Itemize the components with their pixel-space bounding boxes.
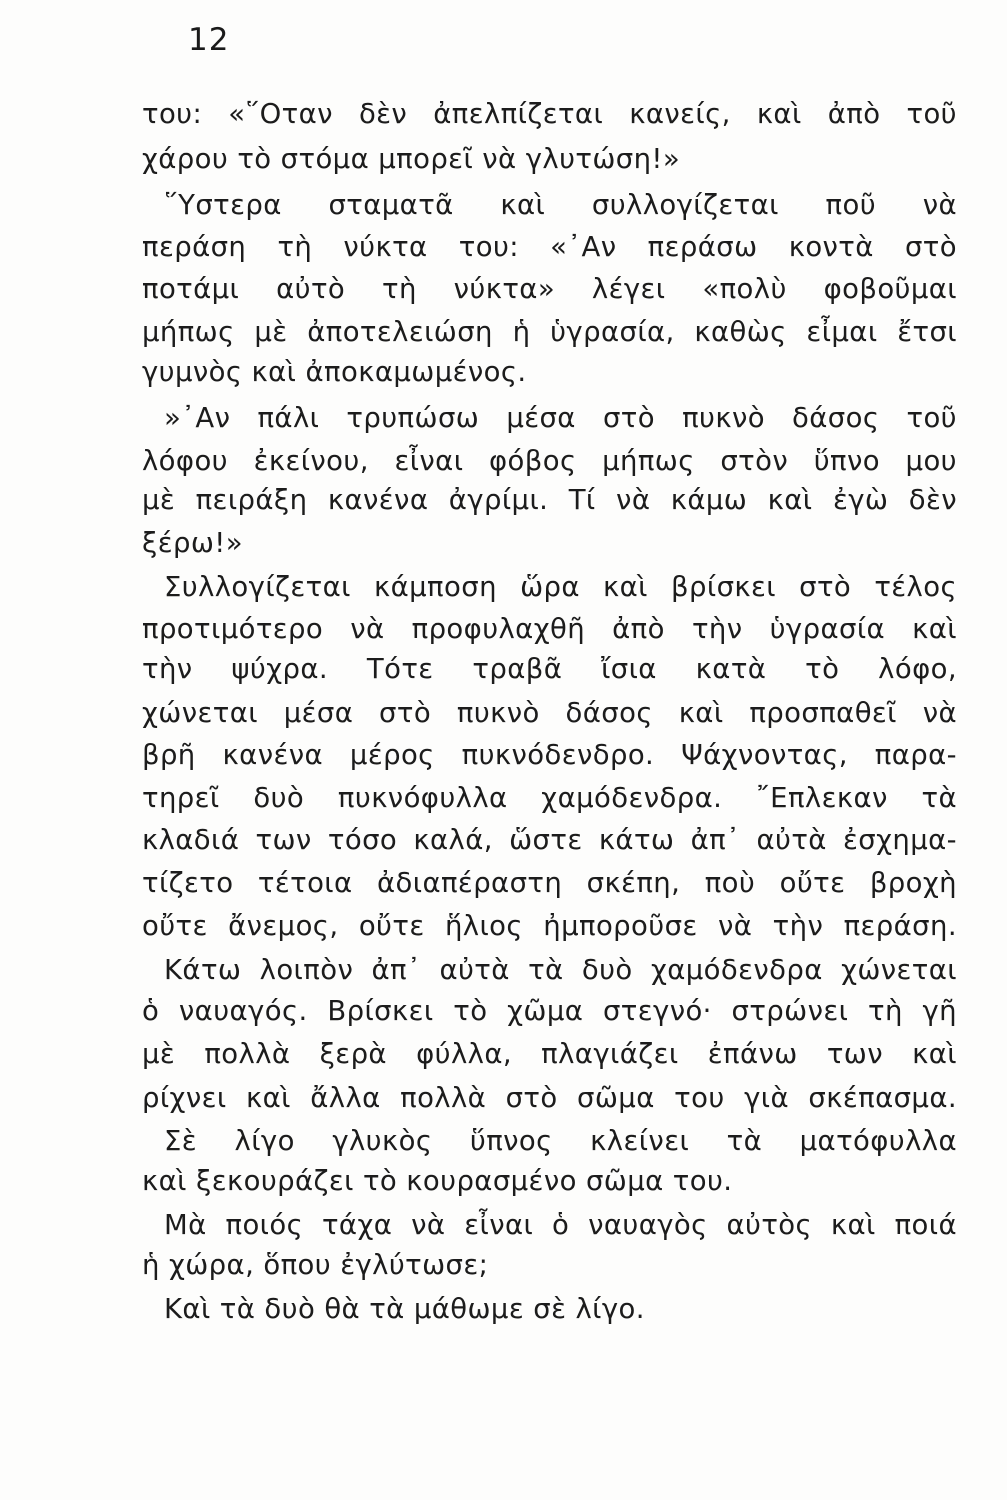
text-line: του: «῞Οταν δὲν ἀπελπίζεται κανείς, καὶ ἀπὸ τοῦ: [142, 98, 957, 130]
text-line: τίζετο τέτοια ἀδιαπέραστη σκέπη, ποὺ οὔτε βροχὴ: [142, 867, 957, 899]
text-line: τὴν ψύχρα. Τότε τραβᾶ ἴσια κατὰ τὸ λόφο,: [142, 653, 957, 685]
text-line: περάση τὴ νύκτα του: «᾿Αν περάσω κοντὰ στὸ: [142, 231, 957, 263]
text-line: γυμνὸς καὶ ἀποκαμωμένος.: [142, 356, 527, 388]
text-line: λόφου ἐκείνου, εἶναι φόβος μήπως στὸν ὕπνο μου: [142, 445, 957, 477]
page-number: 12: [188, 22, 230, 58]
text-line: ῞Υστερα σταματᾶ καὶ συλλογίζεται ποῦ νὰ: [164, 189, 957, 221]
text-line: »᾿Αν πάλι τρυπώσω μέσα στὸ πυκνὸ δάσος τοῦ: [164, 402, 957, 434]
text-line: Συλλογίζεται κάμποση ὥρα καὶ βρίσκει στὸ τέλος: [164, 571, 957, 603]
text-line: μὲ πολλὰ ξερὰ φύλλα, πλαγιάζει ἐπάνω των καὶ: [142, 1038, 957, 1070]
text-line: ὁ ναυαγός. Βρίσκει τὸ χῶμα στεγνό· στρώνει τὴ γῆ: [142, 995, 957, 1027]
text-line: μὲ πειράξη κανένα ἀγρίμι. Τί νὰ κάμω καὶ ἐγὼ δὲν: [142, 484, 957, 516]
text-line: ἡ χώρα, ὅπου ἐγλύτωσε;: [142, 1249, 489, 1281]
text-line: χάρου τὸ στόμα μπορεῖ νὰ γλυτώση!»: [142, 143, 681, 175]
text-line: οὔτε ἄνεμος, οὔτε ἥλιος ἠμποροῦσε νὰ τὴν περάση.: [142, 910, 957, 942]
text-line: τηρεῖ δυὸ πυκνόφυλλα χαμόδενδρα. ῎Επλεκαν τὰ: [142, 782, 957, 814]
text-line: ξέρω!»: [142, 527, 243, 559]
text-line: προτιμότερο νὰ προφυλαχθῆ ἀπὸ τὴν ὑγρασία καὶ: [142, 613, 957, 645]
text-line: βρῆ κανένα μέρος πυκνόδενδρο. Ψάχνοντας, παρα-: [142, 739, 957, 771]
text-line: Μὰ ποιός τάχα νὰ εἶναι ὁ ναυαγὸς αὐτὸς καὶ ποιά: [164, 1209, 957, 1241]
text-line: κλαδιά των τόσο καλά, ὥστε κάτω ἀπ᾽ αὐτὰ ἐσχημα-: [142, 824, 957, 856]
text-line: Καὶ τὰ δυὸ θὰ τὰ μάθωμε σὲ λίγο.: [164, 1293, 645, 1325]
text-line: καὶ ξεκουράζει τὸ κουρασμένο σῶμα του.: [142, 1165, 733, 1197]
text-line: χώνεται μέσα στὸ πυκνὸ δάσος καὶ προσπαθεῖ νὰ: [142, 697, 957, 729]
text-line: μήπως μὲ ἀποτελειώση ἡ ὑγρασία, καθὼς εἶμαι ἔτσι: [142, 316, 957, 348]
text-line: Σὲ λίγο γλυκὸς ὕπνος κλείνει τὰ ματόφυλλα: [164, 1125, 957, 1157]
text-line: Κάτω λοιπὸν ἀπ᾽ αὐτὰ τὰ δυὸ χαμόδενδρα χώνεται: [164, 954, 957, 986]
text-line: ρίχνει καὶ ἄλλα πολλὰ στὸ σῶμα του γιὰ σκέπασμα.: [142, 1082, 957, 1114]
text-line: ποτάμι αὐτὸ τὴ νύκτα» λέγει «πολὺ φοβοῦμαι: [142, 273, 957, 305]
